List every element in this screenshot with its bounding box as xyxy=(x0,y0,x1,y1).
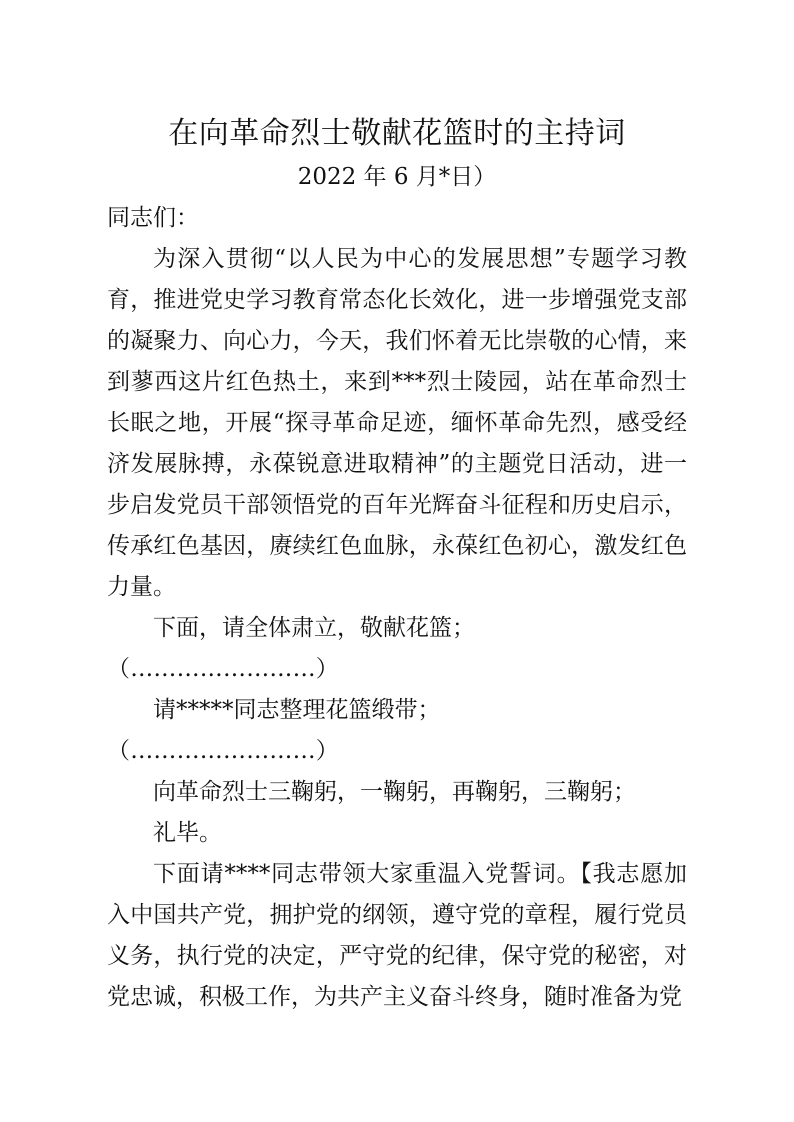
paragraph-ceremony-end: 礼毕。 xyxy=(153,820,222,846)
paragraph-present-baskets: 下面，请全体肃立，敬献花篮； xyxy=(153,615,475,641)
document-date: 2022 年 6 月*日） xyxy=(297,164,497,190)
paragraph-arrange-ribbons: 请*****同志整理花篮缎带； xyxy=(153,697,441,723)
document-body xyxy=(107,239,687,1018)
paragraph-intro: 为深入贯彻“以人民为中心的发展思想”专题学习教育，推进党史学习教育常态化长效化，进一步增强党支部的凝聚力、向心力，今天，我们怀着无比崇敬的心情，来到蓼西这片红色热土，来到***烈士陵园，站在革命烈士长眠之地，开展“探寻革命足迹，缅怀革命先烈，感受经济发展脉搏，永葆锐意进取精神”的主题党日活动，进一步启发党员干部领悟党的百年光辉奋斗征程和历史启示，传承红色基因，赓续红色血脉，永葆红色初心，激发红色力量。 xyxy=(107,246,687,600)
greeting: 同志们： xyxy=(107,205,199,231)
paragraph-oath: 下面请****同志带领大家重温入党誓词。【我志愿加入中国共产党，拥护党的纲领，遵守党的章程，履行党员义务，执行党的决定，严守党的纪律，保守党的秘密，对党忠诚，积极工作，为共产主义奋斗终身，随时准备为党 xyxy=(107,861,687,1010)
paragraph-placeholder-1: （……………………） xyxy=(107,656,339,682)
paragraph-placeholder-2: （……………………） xyxy=(107,738,339,764)
paragraph-bow: 向革命烈士三鞠躬，一鞠躬，再鞠躬，三鞠躬； xyxy=(153,779,636,805)
document-title: 在向革命烈士敬献花篮时的主持词 xyxy=(168,116,626,151)
